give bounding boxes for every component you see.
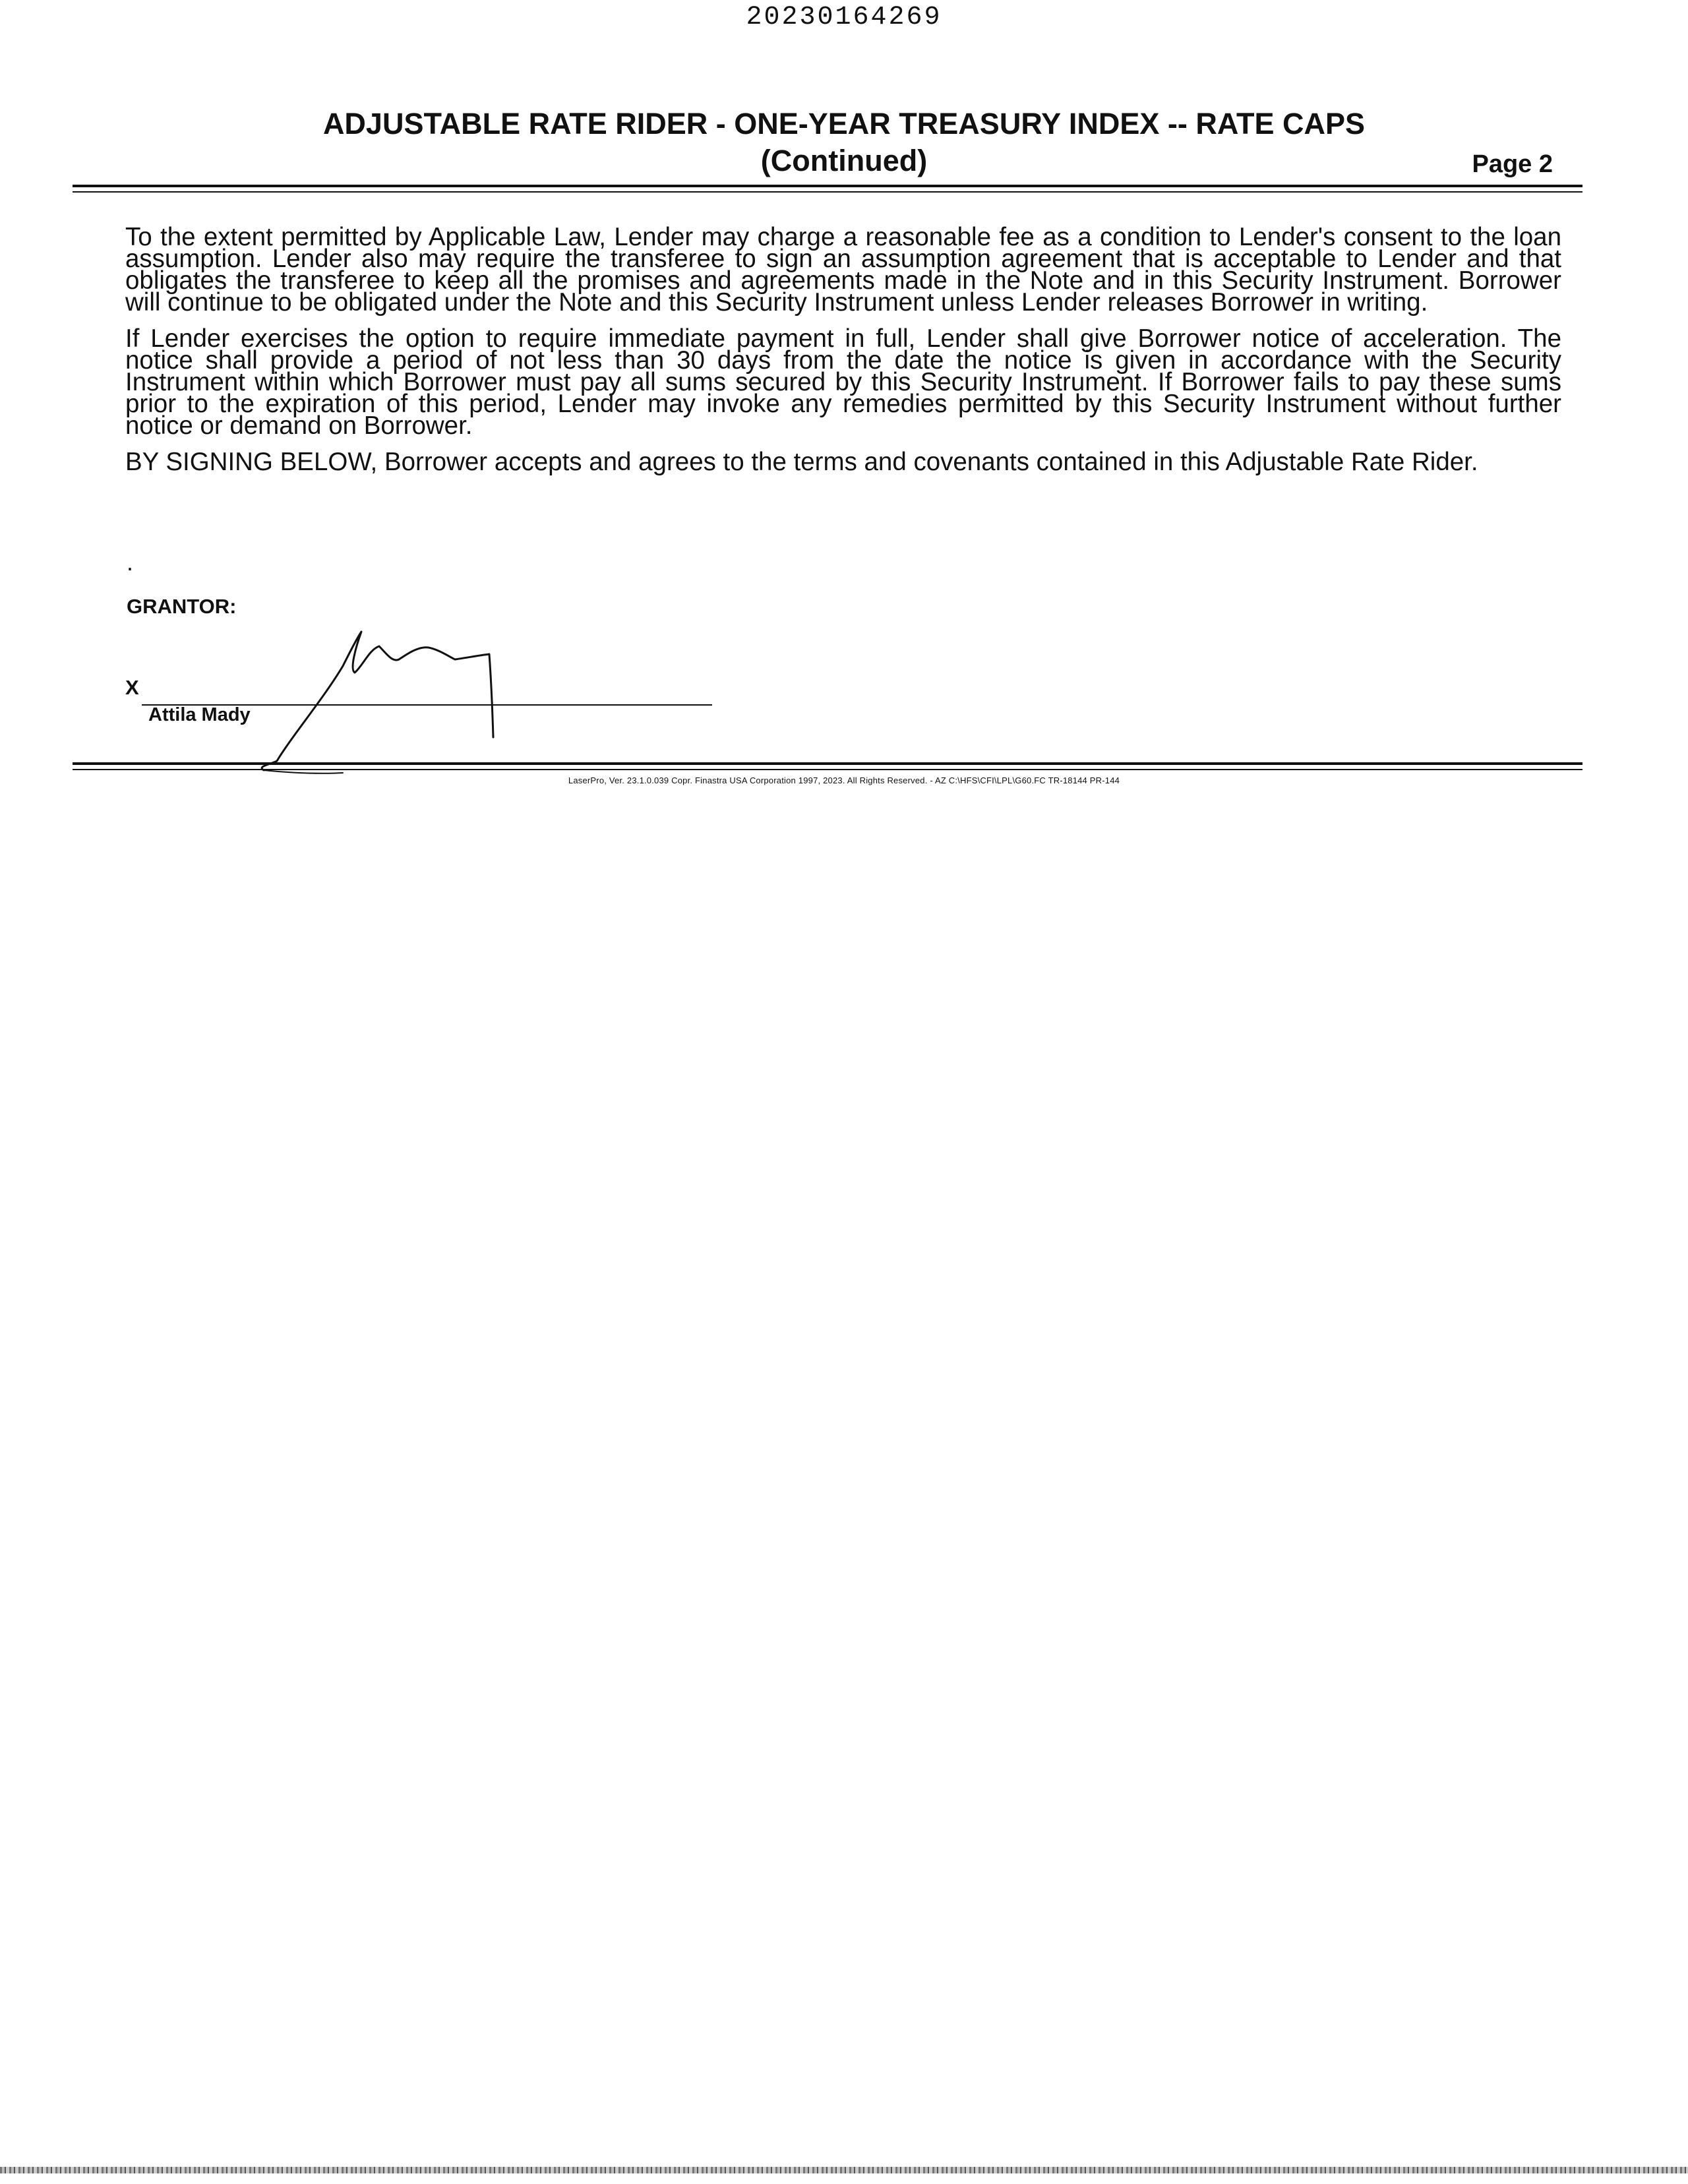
title-line-2: (Continued): [760, 144, 928, 177]
handwritten-signature: [251, 620, 528, 778]
title-line-1: ADJUSTABLE RATE RIDER - ONE-YEAR TREASURY INDEX -- RATE CAPS: [322, 107, 1366, 140]
rider-body: [125, 223, 1561, 487]
signer-name: Attila Mady: [148, 704, 251, 725]
footer-rule-bottom: [73, 769, 1582, 770]
software-footer: LaserPro, Ver. 23.1.0.039 Copr. Finastra USA Corporation 1997, 2023. All Rights Reserved. - AZ C:\HFS\CFI\LPL\G60.FC TR-18144 PR-144: [568, 775, 1120, 785]
paragraph-signing-agreement: BY SIGNING BELOW, Borrower accepts and agrees to the terms and covenants contained in this Adjustable Rate Rider.: [125, 448, 1478, 476]
paragraph-acceleration: If Lender exercises the option to require immediate payment in full, Lender shall give Borrower notice of acceleration. The notice shall provide a period of not less than 30 days from the date the notice is given in accordance with the Security Instrument within which Borrower must pay all sums secured by this Security Instrument. If Borrower fails to pay these sums prior to the expiration of this period, Lender may invoke any remedies permitted by this Security Instrument without further notice or demand on Borrower.: [125, 324, 1561, 440]
paragraph-assumption-fee: To the extent permitted by Applicable Law, Lender may charge a reasonable fee as a condition to Lender's consent to the loan assumption. Lender also may require the transferee to sign an assumption agreement that is acceptable to Lender and that obligates the transferee to keep all the promises and agreements made in the Note and in this Security Instrument. Borrower will continue to be obligated under the Note and this Security Instrument unless Lender releases Borrower in writing.: [125, 223, 1561, 317]
header-rule-top: [73, 185, 1582, 187]
document-title: [0, 106, 1688, 179]
stray-mark: .: [127, 549, 134, 576]
footer-rule-top: [73, 762, 1582, 765]
signature-x-mark: X: [125, 676, 139, 699]
header-rule-bottom: [73, 191, 1582, 193]
page-label: Page 2: [1472, 150, 1553, 178]
document-number: 20230164269: [746, 3, 942, 32]
grantor-label: GRANTOR:: [127, 595, 237, 618]
scan-edge-artifact: [0, 2167, 1688, 2173]
